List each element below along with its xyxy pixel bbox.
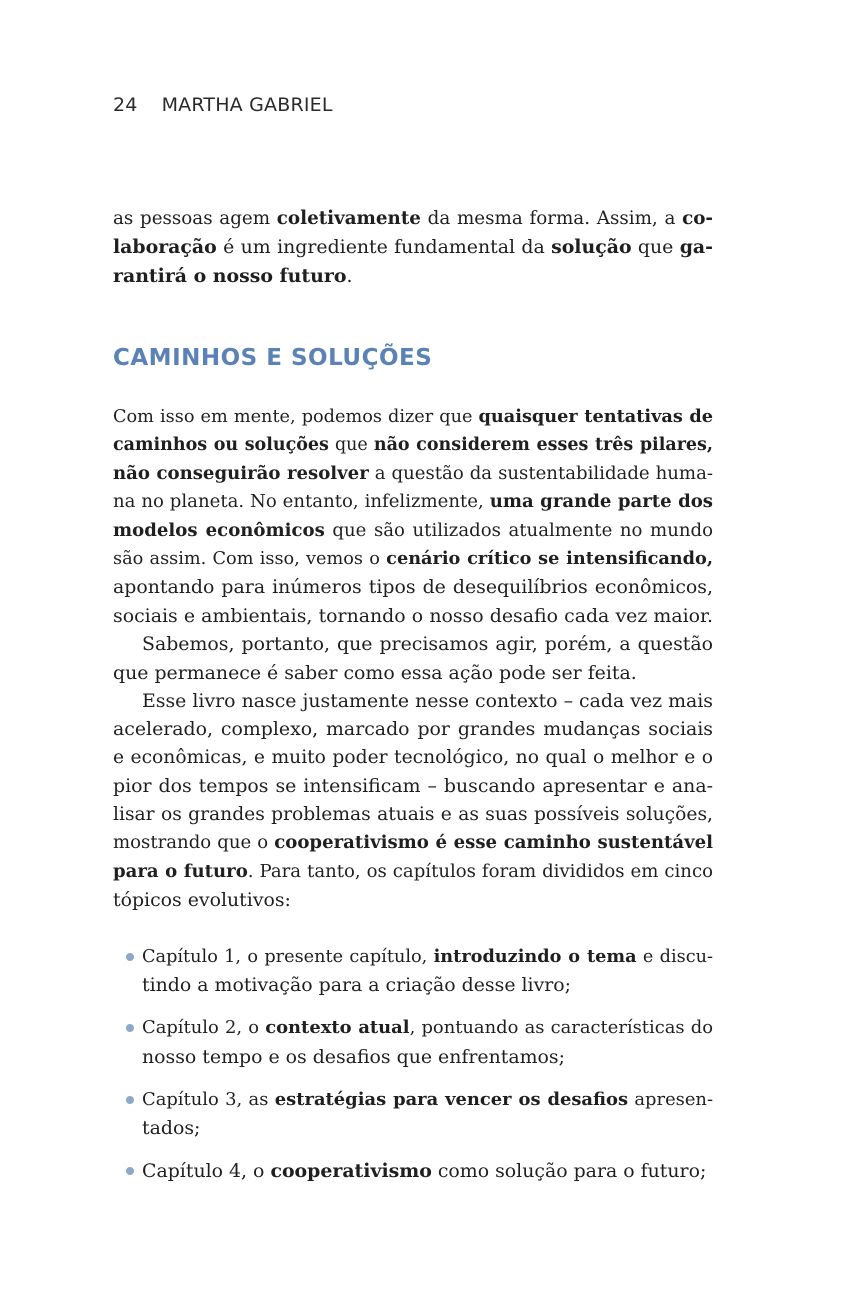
text-line: sociais e ambientais, tornando o nosso desafio cada vez maior. bbox=[113, 604, 713, 627]
text-run: Capítulo 2, o bbox=[142, 1017, 266, 1039]
text-run: as pessoas agem bbox=[113, 208, 277, 229]
text-line: pior dos tempos se intensificam – buscando apresentar e ana- bbox=[113, 775, 713, 798]
bold-run: cooperativismo bbox=[270, 1160, 432, 1183]
text-run: . Para tanto, os capítulos foram divididos em cinco bbox=[247, 860, 713, 882]
running-header bbox=[113, 94, 333, 116]
text-line bbox=[113, 517, 713, 545]
text-line bbox=[113, 488, 713, 516]
text-run: e discu- bbox=[636, 947, 713, 967]
text-line: apontando para inúmeros tipos de desequilíbrios econômicos, bbox=[113, 576, 713, 599]
text-run: apresen- bbox=[628, 1088, 713, 1110]
text-line bbox=[142, 943, 713, 971]
text-line bbox=[113, 545, 713, 573]
text-line bbox=[113, 262, 713, 290]
text-line bbox=[113, 233, 713, 261]
text-line bbox=[142, 1014, 713, 1042]
text-line bbox=[113, 431, 713, 459]
text-run: , pontuando as características do bbox=[409, 1017, 713, 1039]
bold-run: ga- bbox=[679, 236, 713, 259]
text-run: são assim. Com isso, vemos o bbox=[113, 549, 387, 570]
bold-run: rantirá o nosso futuro bbox=[113, 264, 347, 287]
page-number: 24 bbox=[113, 94, 138, 116]
bullet-icon bbox=[126, 1167, 134, 1175]
text-run: Capítulo 1, o presente capítulo, bbox=[142, 947, 434, 967]
list-item bbox=[113, 1014, 713, 1071]
text-line bbox=[142, 1086, 713, 1114]
bold-run: solução bbox=[551, 236, 632, 259]
text-line bbox=[142, 1157, 713, 1185]
text-line: acelerado, complexo, marcado por grandes mudanças sociais bbox=[113, 718, 713, 741]
section-heading: CAMINHOS E SOLUÇÕES bbox=[113, 345, 433, 371]
bold-run: co- bbox=[682, 208, 713, 229]
text-line bbox=[113, 205, 713, 233]
chapter-list bbox=[113, 943, 713, 1200]
bold-run: para o futuro bbox=[113, 860, 248, 882]
text-line: tópicos evolutivos: bbox=[113, 888, 291, 911]
text-run: que bbox=[631, 236, 680, 259]
text-line: que permanece é saber como essa ação pode ser feita. bbox=[113, 661, 637, 684]
body-text bbox=[113, 403, 713, 914]
text-line: nosso tempo e os desafios que enfrentamos; bbox=[142, 1045, 565, 1068]
bold-run: quaisquer tentativas de bbox=[478, 406, 713, 427]
author-name: MARTHA GABRIEL bbox=[161, 94, 333, 116]
bold-run: introduzindo o tema bbox=[433, 946, 637, 967]
bold-run: não considerem esses três pilares, bbox=[373, 435, 713, 456]
bullet-icon bbox=[126, 1024, 134, 1032]
bullet-icon bbox=[126, 1096, 134, 1104]
bold-run: cooperativismo é esse caminho sustentável bbox=[274, 832, 713, 854]
text-line: tindo a motivação para a criação desse livro; bbox=[142, 974, 572, 997]
text-run: Capítulo 4, o bbox=[142, 1160, 271, 1183]
text-line bbox=[113, 403, 713, 431]
text-run: . bbox=[346, 264, 353, 287]
bold-run: caminhos ou soluções bbox=[113, 435, 329, 456]
list-item bbox=[113, 1086, 713, 1143]
text-run: como solução para o futuro; bbox=[431, 1160, 707, 1183]
text-run: Capítulo 3, as bbox=[142, 1088, 275, 1110]
text-run: mostrando que o bbox=[113, 832, 275, 854]
bold-run: laboração bbox=[113, 236, 217, 259]
list-item bbox=[113, 1157, 713, 1185]
text-line bbox=[113, 829, 713, 857]
bold-run: cenário crítico se intensificando, bbox=[386, 548, 713, 570]
text-line: Sabemos, portanto, que precisamos agir, porém, a questão bbox=[142, 633, 713, 656]
text-line: lisar os grandes problemas atuais e as suas possíveis soluções, bbox=[113, 803, 713, 825]
text-run: a questão da sustentabilidade huma- bbox=[368, 462, 713, 484]
bold-run: modelos econômicos bbox=[113, 519, 325, 541]
text-line: e econômicas, e muito poder tecnológico, no qual o melhor e o bbox=[113, 746, 713, 768]
text-line bbox=[113, 460, 713, 488]
bullet-icon bbox=[126, 953, 134, 961]
text-run: que bbox=[328, 435, 374, 456]
text-run: que são utilizados atualmente no mundo bbox=[324, 519, 713, 541]
intro-paragraph bbox=[113, 205, 713, 290]
bold-run: não conseguirão resolver bbox=[113, 462, 369, 484]
text-run: da mesma forma. Assim, a bbox=[420, 208, 683, 229]
text-line: tados; bbox=[142, 1117, 201, 1140]
bold-run: contexto atual bbox=[265, 1017, 410, 1039]
bold-run: uma grande parte dos bbox=[489, 491, 713, 513]
bold-run: coletivamente bbox=[276, 208, 421, 229]
text-line bbox=[113, 858, 713, 886]
text-line: Esse livro nasce justamente nesse contexto – cada vez mais bbox=[142, 690, 713, 713]
text-run: na no planeta. No entanto, infelizmente, bbox=[113, 491, 490, 513]
text-run: Com isso em mente, podemos dizer que bbox=[113, 407, 479, 427]
list-item bbox=[113, 943, 713, 1000]
text-run: é um ingrediente fundamental da bbox=[216, 236, 552, 259]
bold-run: estratégias para vencer os desafios bbox=[274, 1088, 629, 1110]
